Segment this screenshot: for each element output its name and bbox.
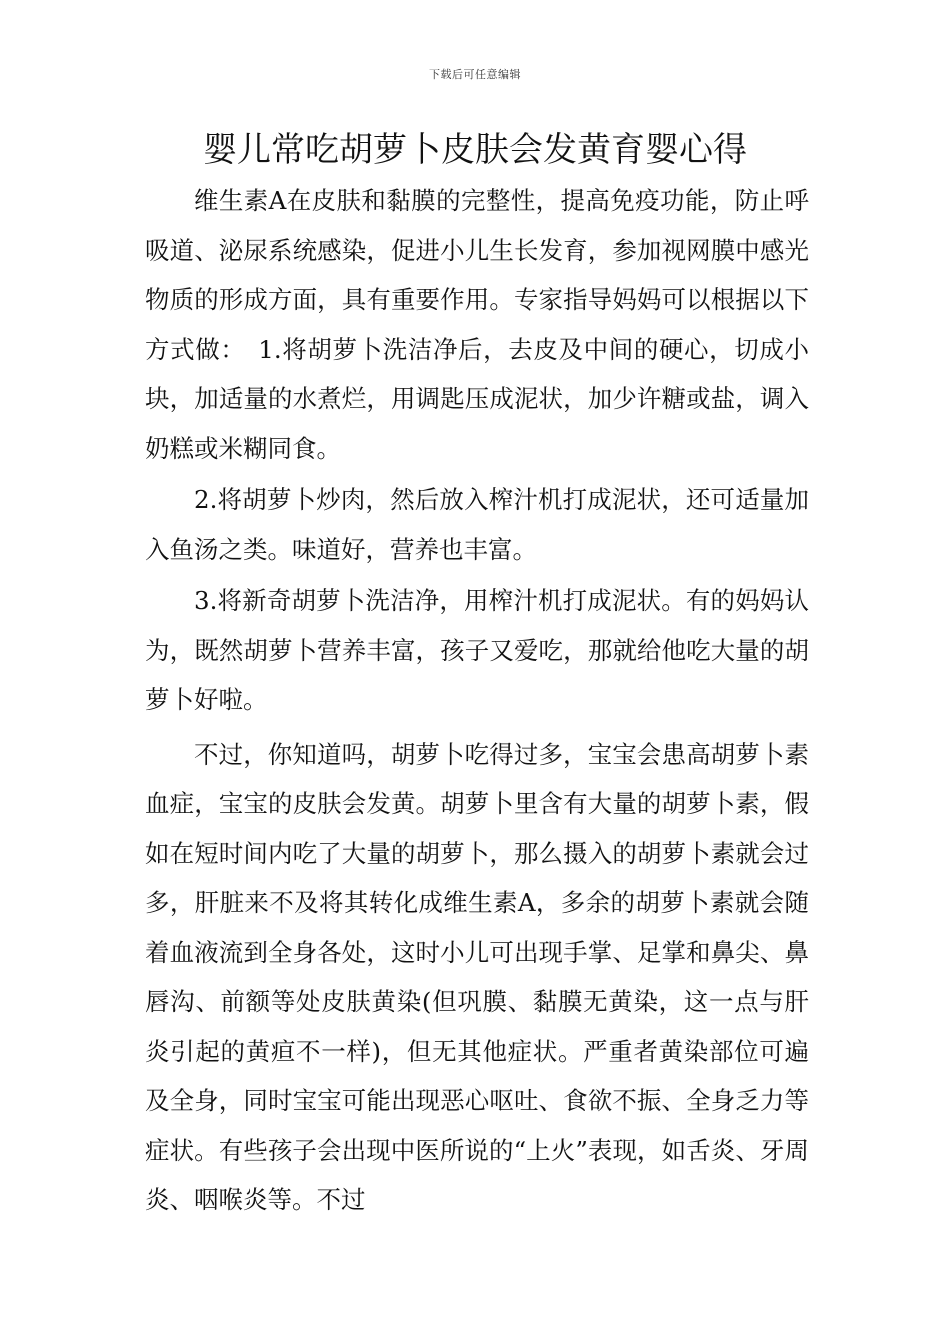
paragraph-method-3: 3.将新奇胡萝卜洗洁净，用榨汁机打成泥状。有的妈妈认为，既然胡萝卜营养丰富，孩子又爱吃，那就给他吃大量的胡萝卜好啦。 xyxy=(145,586,809,714)
document-body xyxy=(145,176,809,1225)
header-note: 下载后可任意编辑 xyxy=(429,68,521,81)
paragraph-vitamin-a-intro: 维生素A在皮肤和黏膜的完整性，提高免疫功能，防止呼吸道、泌尿系统感染，促进小儿生长发育，参加视网膜中感光物质的形成方面，具有重要作用。专家指导妈妈可以根据以下方式做： 1.将胡萝卜洗洁净后，去皮及中间的硬心，切成小块，加适量的水煮烂，用调匙压成泥状，加少许糖或盐，调入奶糕或米糊同食。 xyxy=(145,186,809,463)
document-title: 婴儿常吃胡萝卜皮肤会发黄育婴心得 xyxy=(203,130,747,170)
paragraph-carotenemia-warning: 不过，你知道吗，胡萝卜吃得过多，宝宝会患高胡萝卜素血症，宝宝的皮肤会发黄。胡萝卜里含有大量的胡萝卜素，假如在短时间内吃了大量的胡萝卜，那么摄入的胡萝卜素就会过多，肝脏来不及将其转化成维生素A，多余的胡萝卜素就会随着血液流到全身各处，这时小儿可出现手掌、足掌和鼻尖、鼻唇沟、前额等处皮肤黄染(但巩膜、黏膜无黄染，这一点与肝炎引起的黄疸不一样)，但无其他症状。严重者黄染部位可遍及全身，同时宝宝可能出现恶心呕吐、食欲不振、全身乏力等症状。有些孩子会出现中医所说的“上火”表现，如舌炎、牙周炎、咽喉炎等。不过 xyxy=(145,739,809,1214)
paragraph-method-2: 2.将胡萝卜炒肉，然后放入榨汁机打成泥状，还可适量加入鱼汤之类。味道好，营养也丰富。 xyxy=(145,485,809,564)
